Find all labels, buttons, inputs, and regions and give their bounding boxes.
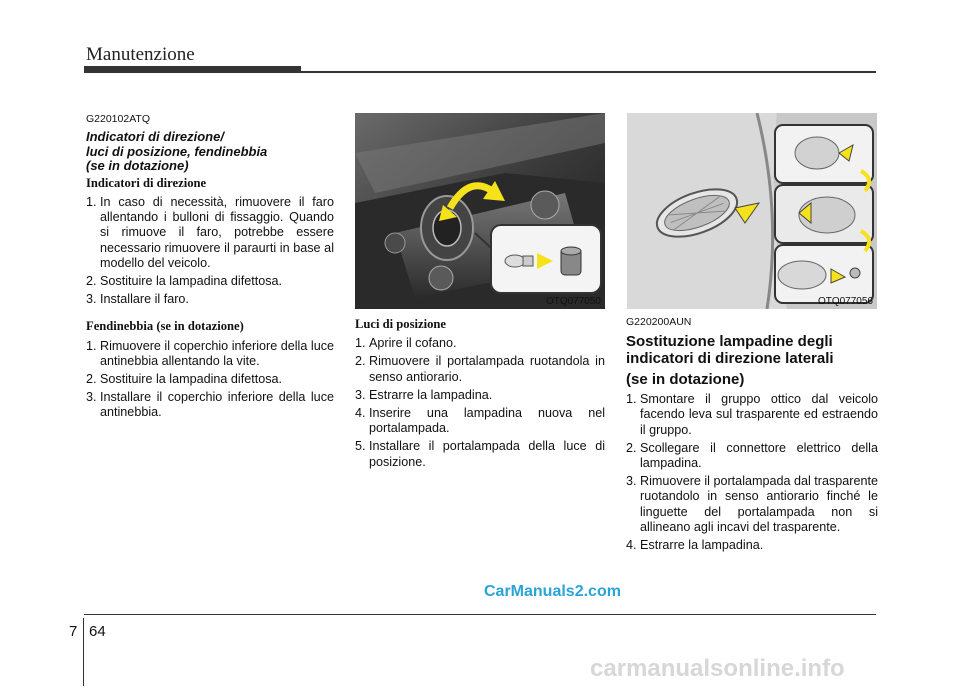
step-text: Aprire il cofano. (369, 336, 457, 351)
step-item (86, 390, 334, 420)
right-column (626, 315, 878, 556)
section-title (626, 333, 878, 388)
footer-divider (83, 618, 84, 686)
step-number: 3. (355, 387, 366, 402)
step-text: Estrarre la lampadina. (369, 387, 493, 402)
step-item (626, 474, 878, 535)
step-item (626, 538, 878, 553)
image-code: OTQ077056 (817, 296, 873, 307)
subsection-title-fog-lights: Fendinebbia (se in dotazione) (86, 319, 244, 334)
section-title (86, 130, 334, 174)
step-text: Installare il faro. (100, 292, 189, 307)
watermark-footer: carmanualsonline.info (590, 655, 845, 682)
page-header-title: Manutenzione (86, 44, 195, 65)
section-title-line: indicatori di direzione laterali (626, 350, 834, 368)
step-item (355, 439, 605, 469)
step-number: 3. (626, 474, 637, 489)
step-text: Installare il portalampada della luce di posizione. (369, 439, 605, 469)
step-number: 3. (86, 390, 97, 405)
subsection-title-turn-signals: Indicatori di direzione (86, 175, 207, 190)
left-column (86, 112, 334, 424)
step-text: Sostituire la lampadina difettosa. (100, 371, 283, 386)
step-number: 1. (86, 194, 97, 209)
step-text: Sostituire la lampadina difettosa. (100, 273, 283, 288)
step-text: Rimuovere il coperchio inferiore della luce antinebbia allentando la vite. (100, 338, 334, 368)
step-number: 2. (626, 440, 637, 455)
section-title-line: (se in dotazione) (626, 371, 745, 389)
step-item (355, 354, 605, 384)
step-text: Smontare il gruppo ottico dal veicolo facendo leva sul trasparente ed estraendo il gruppo. (640, 392, 878, 437)
section-number: 7 (69, 623, 78, 640)
side-repeater-illustration (627, 113, 877, 309)
step-number: 4. (355, 406, 366, 421)
step-number: 4. (626, 538, 637, 553)
page-number: 64 (89, 623, 106, 640)
step-item (86, 195, 334, 271)
step-text: Estrarre la lampadina. (640, 538, 764, 553)
section-title-line: Indicatori di direzione/ (86, 129, 224, 145)
step-item (355, 336, 605, 351)
header-rule (301, 71, 876, 73)
step-number: 2. (355, 354, 366, 369)
section-title-line: Sostituzione lampadine degli (626, 333, 833, 351)
middle-column (355, 315, 605, 473)
steps-list-turn-signals (86, 195, 334, 307)
step-text: Rimuovere il portalampada ruotandola in senso antiorario. (369, 354, 605, 384)
step-number: 3. (86, 292, 97, 307)
step-number: 1. (626, 392, 637, 407)
step-text: Scollegare il connettore elettrico della lampadina. (640, 440, 878, 471)
step-item (626, 392, 878, 438)
steps-list-side-repeaters (626, 392, 878, 553)
steps-list-position-lights (355, 336, 605, 470)
step-text: Rimuovere il portalampada dal trasparente ruotandolo in senso antiorario finché le linguette del portalampada non si allineano agli incavi del trasparente. (640, 474, 879, 534)
step-text: Installare il coperchio inferiore della luce antinebbia. (100, 390, 334, 420)
step-item (86, 274, 334, 289)
step-number: 2. (86, 371, 97, 386)
step-number: 1. (86, 338, 97, 353)
step-item (355, 388, 605, 403)
steps-list-fog-lights (86, 339, 334, 421)
step-item (86, 372, 334, 387)
image-code: OTQ077050 (545, 296, 601, 307)
subsection-title-position-lights: Luci di posizione (355, 317, 446, 331)
step-number: 5. (355, 439, 366, 454)
side-repeater-drawing (627, 113, 877, 309)
headlamp-drawing (355, 113, 605, 309)
step-item (86, 292, 334, 307)
step-number: 2. (86, 273, 97, 288)
section-code: G220102ATQ (86, 113, 151, 125)
step-number: 1. (355, 336, 366, 351)
section-code: G220200AUN (626, 316, 692, 328)
step-text: Inserire una lampadina nuova nel portalampada. (369, 406, 605, 436)
step-item (626, 441, 878, 471)
headlamp-illustration (355, 113, 605, 309)
header-bar (84, 66, 301, 73)
step-item (86, 339, 334, 369)
watermark-link[interactable]: CarManuals2.com (484, 583, 621, 600)
section-title-line: (se in dotazione) (86, 158, 189, 174)
section-title-line: luci di posizione, fendinebbia (86, 143, 268, 159)
step-text: In caso di necessità, rimuovere il faro allentando i bulloni di fissaggio. Quando si rimuove il faro, potrebbe essere necessario rimuovere il paraurti in base al modello del veicolo. (100, 194, 334, 270)
footer-rule (84, 614, 876, 615)
step-item (355, 406, 605, 436)
